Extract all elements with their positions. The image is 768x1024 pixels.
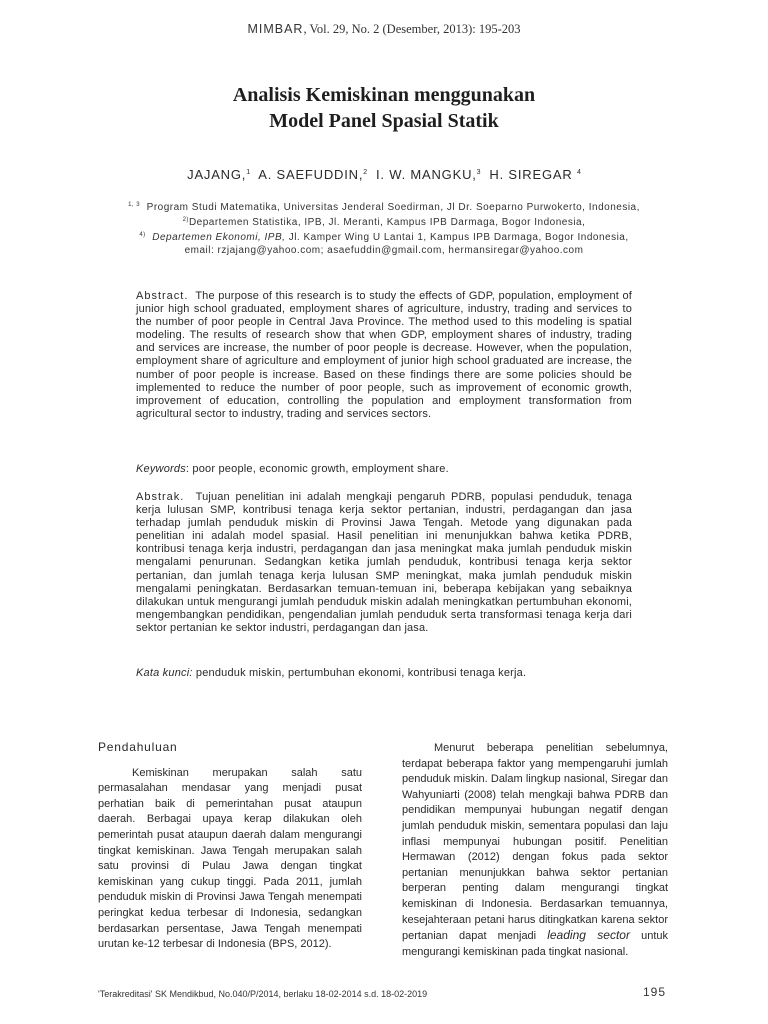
- abstract-indonesian-text: Tujuan penelitian ini adalah mengkaji pengaruh PDRB, populasi penduduk, tenaga kerja lulusan SMP, kontribusi tenaga kerja sektor pertanian, industri, perdagangan dan jasa terhadap jumlah penduduk miskin di Provinsi Jawa Tengah. Metode yang digunakan pada penelitian ini adalah model spasial. Hasil penelitian ini menunjukkan bahwa ketika PDRB, kontribusi tenaga kerja industri, perdagangan dan jasa meningkat maka jumlah penduduk miskin mengalami penurunan. Sedangkan ketika jumlah penduduk, kontribusi tenaga kerja sektor pertanian, dan jumlah tenaga kerja lulusan SMP meningkat, maka jumlah penduduk miskin mengalami peningkatan. Berdasarkan temuan-temuan ini, beberapa kebijakan yang sebaiknya dilakukan untuk mengurangi jumlah penduduk miskin adalah meningkatkan pertumbuhan ekonomi, mengembangkan pendidikan, pengendalian jumlah penduduk serta transformasi tenaga kerja dari sektor pertanian ke sektor industri, perdagangan dan jasa.: [136, 491, 632, 634]
- intro-paragraph-right: [402, 741, 668, 960]
- affiliation-1-text: Program Studi Matematika, Universitas Jenderal Soedirman, Jl Dr. Soeparno Purwokerto, Indonesia,: [146, 202, 640, 213]
- affiliation-3-dept: Departemen Ekonomi, IPB,: [152, 232, 286, 243]
- keywords-indonesian-label: Kata kunci:: [136, 667, 193, 679]
- body-column-right: [402, 741, 668, 960]
- abstract-english-text: The purpose of this research is to study the effects of GDP, population, employment of junior high school graduated, employment shares of agriculture, industry, trading and services to the number of poor people in Central Java Province. The method used to this modeling is spatial modeling. The results of research show that when GDP, employment shares of industry, trading and services are increase, the number of poor people is decrease. However, when the population, employment share of agriculture and employment of junior high school graduated are increase, the number of poor people is increase. Based on these findings there are some policies should be implemented to reduce the number of poor people, such as improvement of economic growth, improvement of education, controlling the population and employment transformation from agricultural sector to industry, trading and services sectors.: [136, 290, 633, 420]
- author-emails: email: rzjajang@yahoo.com; asaefuddin@gmail.com, hermansiregar@yahoo.com: [184, 245, 584, 256]
- journal-name: MIMBAR: [247, 22, 304, 36]
- affiliation-3: [100, 229, 668, 244]
- affiliation-1-sup: 1, 3: [128, 202, 141, 208]
- affiliation-1: [100, 199, 668, 214]
- intro-paragraph-right-part-b: untuk mengurangi kemiskinan pada tingkat nasional.: [402, 930, 668, 958]
- affiliation-2-text: Departemen Statistika, IPB, Jl. Meranti, Kampus IPB Darmaga, Bogor Indonesia,: [188, 217, 586, 228]
- author-2-sup: 2: [363, 169, 368, 176]
- abstract-english-label: Abstract.: [136, 290, 189, 302]
- author-2: A. SAEFUDDIN,: [258, 167, 364, 182]
- author-4-sup: 4: [576, 169, 581, 176]
- abstract-english: [136, 290, 632, 421]
- author-1: JAJANG,: [187, 167, 247, 182]
- paper-title: [0, 82, 768, 134]
- affiliation-2-sup: 2): [182, 217, 189, 223]
- accreditation-note: 'Terakreditasi' SK Mendikbud, No.040/P/2014, berlaku 18-02-2014 s.d. 18-02-2019: [98, 989, 428, 999]
- keywords-english-text: : poor people, economic growth, employment share.: [185, 463, 449, 475]
- title-line-1: Analisis Kemiskinan menggunakan: [232, 84, 536, 106]
- leading-sector-term: leading sector: [547, 928, 630, 943]
- keywords-english-label: Keywords: [136, 463, 186, 475]
- running-head: [0, 22, 768, 37]
- keywords-indonesian-text: penduduk miskin, pertumbuhan ekonomi, kontribusi tenaga kerja.: [192, 667, 527, 679]
- author-4: H. SIREGAR: [489, 167, 573, 182]
- abstract-indonesian-label: Abstrak.: [136, 491, 185, 503]
- page-number: 195: [642, 985, 666, 999]
- keywords-indonesian: [136, 667, 632, 679]
- author-list: [0, 167, 768, 182]
- affiliation-3-text: Jl. Kamper Wing U Lantai 1, Kampus IPB Darmaga, Bogor Indonesia,: [285, 232, 629, 243]
- body-column-left: [98, 740, 362, 953]
- affiliations: [100, 199, 668, 257]
- affiliation-2: [100, 214, 668, 229]
- section-heading: Pendahuluan: [98, 740, 178, 754]
- keywords-english: [136, 463, 632, 475]
- affiliation-3-sup: 4): [139, 232, 146, 238]
- author-3-sup: 3: [476, 169, 481, 176]
- intro-paragraph-left: Kemiskinan merupakan salah satu permasalahan mendasar yang menjadi pusat perhatian baik di pemerintahan pusat ataupun daerah. Berbagai upaya kerap dilakukan oleh pemerintah pusat ataupun daerah dalam mengurangi tingkat kemiskinan. Jawa Tengah merupakan salah satu provinsi di Pulau Jawa dengan tingkat kemiskinan yang cukup tinggi. Pada 2011, jumlah penduduk miskin di Provinsi Jawa Tengah menempati peringkat kedua terbesar di Indonesia, sedangkan berdasarkan persentase, Jawa Tengah menempati urutan ke-12 terbesar di Indonesia (BPS, 2012).: [98, 766, 362, 951]
- journal-citation: , Vol. 29, No. 2 (Desember, 2013): 195-203: [303, 22, 521, 36]
- author-3: I. W. MANGKU,: [375, 167, 477, 182]
- intro-paragraph-right-part-a: Menurut beberapa penelitian sebelumnya, terdapat beberapa faktor yang mempengaruhi jumlah penduduk miskin. Dalam lingkup nasional, Siregar dan Wahyuniarti (2008) telah mengkaji bahwa PDRB dan pendidikan mempunyai hubungan negatif dengan jumlah penduduk miskin, sementara populasi dan laju inflasi mempunyai hubungan positif. Penelitian Hermawan (2012) dengan fokus pada sektor pertanian menunjukkan bahwa sektor pertanian berperan penting dalam mengurangi tingkat kemiskinan di Indonesia. Berdasarkan temuannya, kesejahteraan petani harus ditingkatkan karena sektor pertanian dapat menjadi: [402, 742, 668, 943]
- author-1-sup: 1: [246, 169, 251, 176]
- abstract-indonesian: [136, 491, 632, 635]
- title-line-2: Model Panel Spasial Statik: [269, 110, 499, 132]
